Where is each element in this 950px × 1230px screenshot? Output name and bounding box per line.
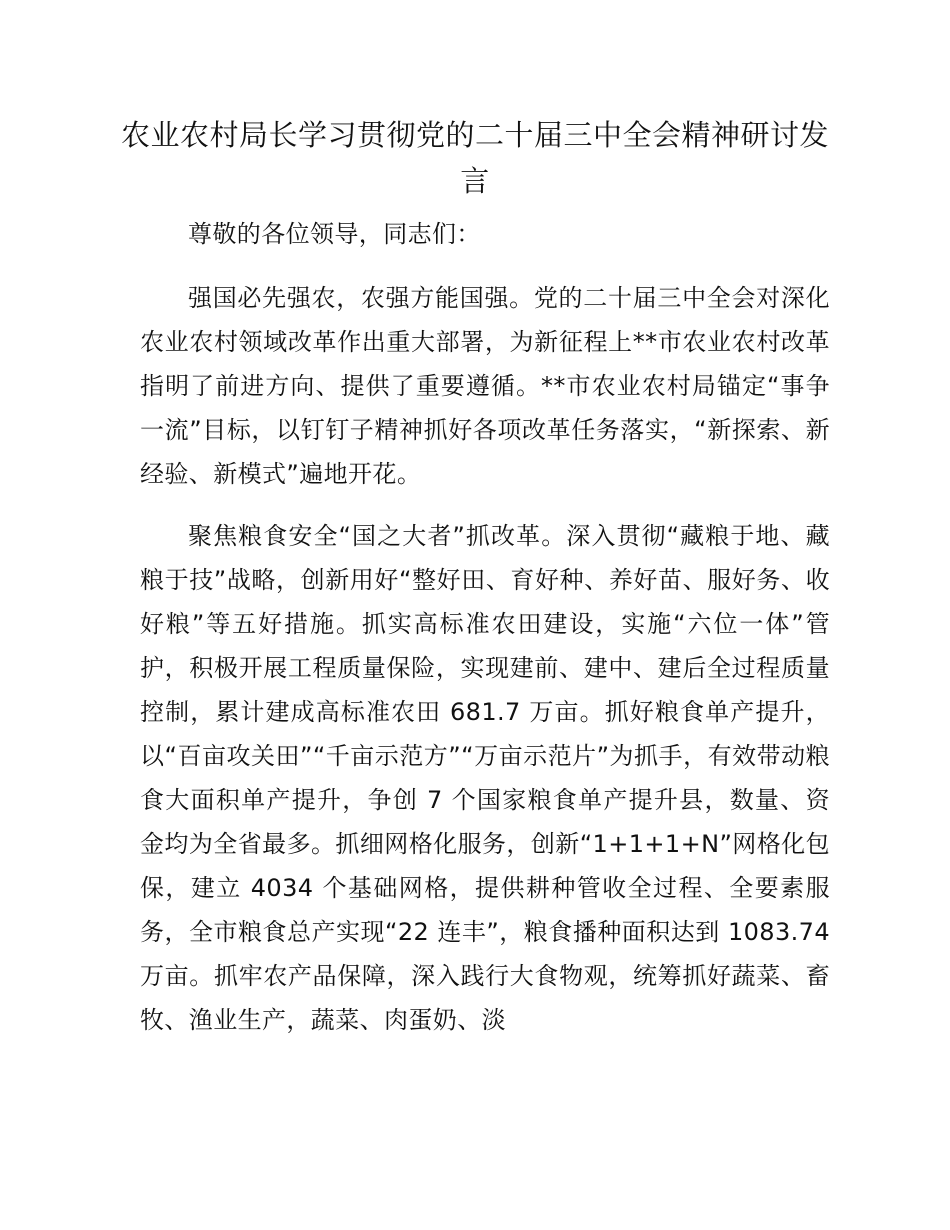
body-paragraph: 强国必先强农，农强方能国强。党的二十届三中全会对深化农业农村领域改革作出重大部署，为新征程上**市农业农村改革指明了前进方向、提供了重要遵循。**市农业农村局锚定“事争一流”目标，以钉钉子精神抓好各项改革任务落实，“新探索、新经验、新模式”遍地开花。 — [140, 284, 830, 488]
document-title: 农业农村局长学习贯彻党的二十届三中全会精神研讨发言 — [120, 118, 829, 198]
body-paragraph: 聚焦粮食安全“国之大者”抓改革。深入贯彻“藏粮于地、藏粮于技”战略，创新用好“整好田、育好种、养好苗、服好务、收好粮”等五好措施。抓实高标准农田建设，实施“六位一体”管护，积极开展工程质量保险，实现建前、建中、建后全过程质量控制，累计建成高标准农田 681.7 万亩。抓好粮食单产提升，以“百亩攻关田”“千亩示范方”“万亩示范片”为抓手，有效带动粮食大面积单产提升，争创 7 个国家粮食单产提升县，数量、资金均为全省最多。抓细网格化服务，创新“1+1+1+N”网格化包保，建立 4034 个基础网格，提供耕种管收全过程、全要素服务，全市粮食总产实现“22 连丰”，粮食播种面积达到 1083.74 万亩。抓牢农产品保障，深入践行大食物观，统筹抓好蔬菜、畜牧、渔业生产，蔬菜、肉蛋奶、淡 — [140, 522, 830, 1034]
greeting-line: 尊敬的各位领导，同志们： — [188, 220, 481, 248]
document-body — [140, 212, 830, 1060]
